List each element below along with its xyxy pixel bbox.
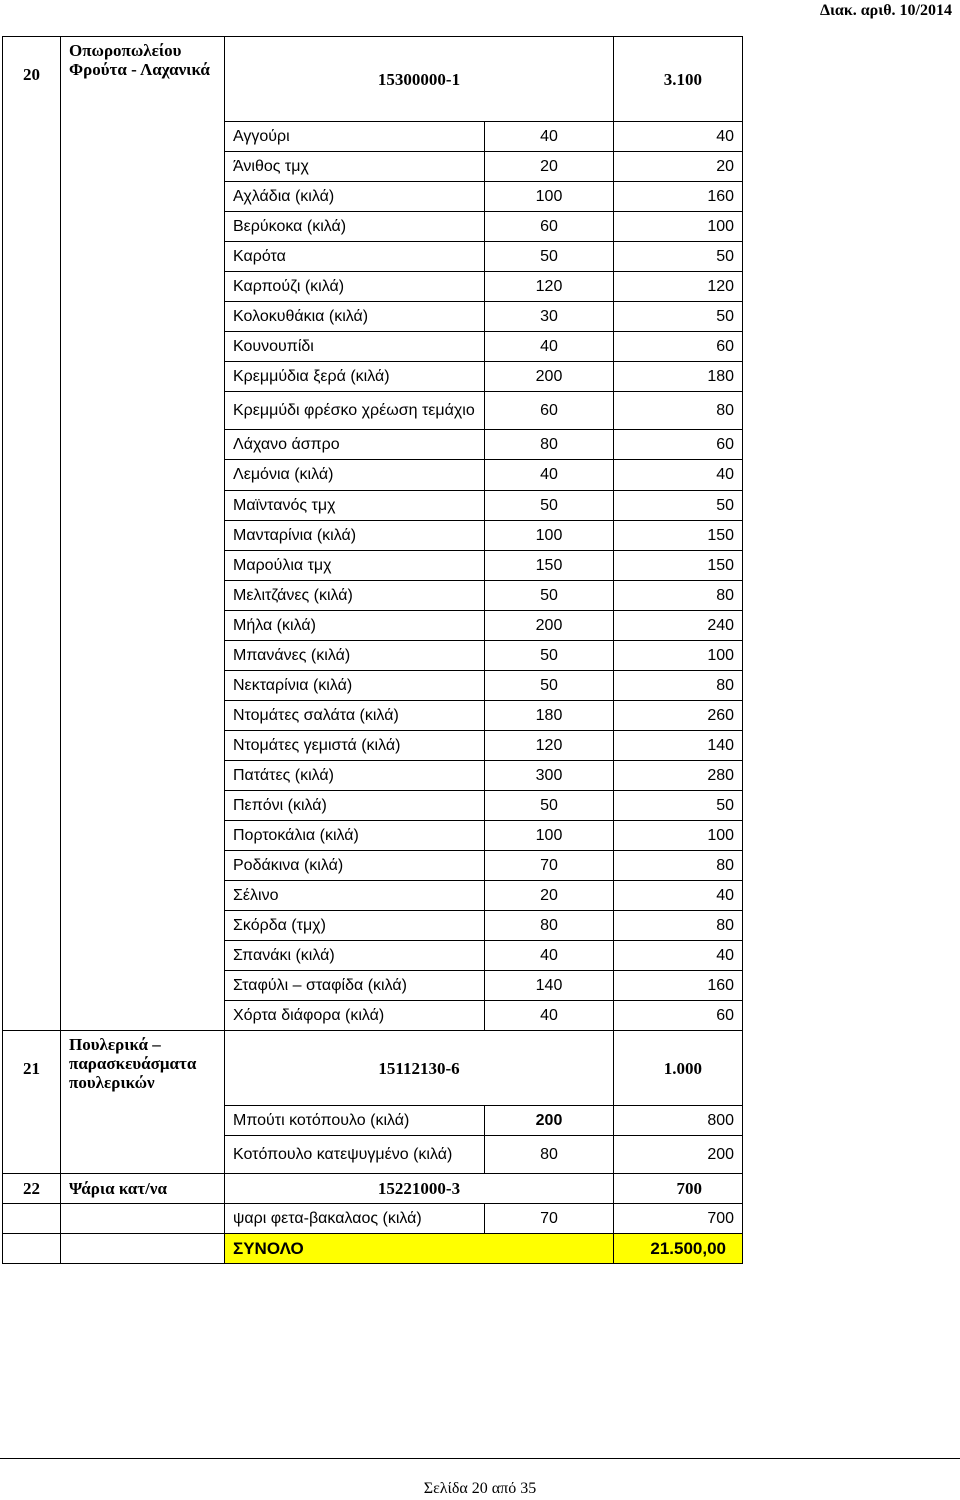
- item-quantity: 20: [485, 881, 614, 911]
- empty-cell: [3, 1234, 61, 1264]
- item-name: Κρεμμύδια ξερά (κιλά): [225, 362, 485, 392]
- category-header-row: [3, 1174, 743, 1204]
- footer-divider: [0, 1458, 960, 1459]
- item-value: 150: [614, 550, 743, 580]
- item-quantity: 70: [485, 851, 614, 881]
- category-header-row: [3, 37, 743, 122]
- item-value: 60: [614, 332, 743, 362]
- empty-cell: [61, 1204, 225, 1234]
- item-quantity: 50: [485, 640, 614, 670]
- item-name: ψαρι φετα-βακαλαος (κιλά): [225, 1204, 485, 1234]
- category-number: 20: [3, 37, 61, 1031]
- category-name: Πουλερικά – παρασκευάσματα πουλερικών: [61, 1031, 225, 1174]
- item-value: 40: [614, 460, 743, 490]
- empty-cell: [3, 1204, 61, 1234]
- item-value: 50: [614, 242, 743, 272]
- item-name: Μαρούλια τμχ: [225, 550, 485, 580]
- item-value: 40: [614, 122, 743, 152]
- item-quantity: 40: [485, 122, 614, 152]
- item-value: 60: [614, 430, 743, 460]
- item-quantity: 120: [485, 730, 614, 760]
- item-name: Μελιτζάνες (κιλά): [225, 580, 485, 610]
- item-name: Μπούτι κοτόπουλο (κιλά): [225, 1106, 485, 1136]
- item-name: Κουνουπίδι: [225, 332, 485, 362]
- item-name: Χόρτα διάφορα (κιλά): [225, 1001, 485, 1031]
- item-value: 80: [614, 670, 743, 700]
- item-name: Μαϊντανός τμχ: [225, 490, 485, 520]
- item-value: 40: [614, 941, 743, 971]
- item-value: 80: [614, 580, 743, 610]
- item-name: Σπανάκι (κιλά): [225, 941, 485, 971]
- item-quantity: 40: [485, 1001, 614, 1031]
- grand-total: 21.500,00: [614, 1234, 743, 1264]
- item-name: Σκόρδα (τμχ): [225, 911, 485, 941]
- item-name: Μανταρίνια (κιλά): [225, 520, 485, 550]
- item-value: 140: [614, 730, 743, 760]
- category-number: 21: [3, 1031, 61, 1174]
- item-name: Σταφύλι – σταφίδα (κιλά): [225, 971, 485, 1001]
- item-name: Πεπόνι (κιλά): [225, 790, 485, 820]
- item-name: Νεκταρίνια (κιλά): [225, 670, 485, 700]
- category-name: Ψάρια κατ/να: [61, 1174, 225, 1204]
- item-value: 20: [614, 152, 743, 182]
- item-name: Βερύκοκα (κιλά): [225, 212, 485, 242]
- item-value: 150: [614, 520, 743, 550]
- item-value: 40: [614, 881, 743, 911]
- item-value: 160: [614, 971, 743, 1001]
- item-name: Μήλα (κιλά): [225, 610, 485, 640]
- summary-row: [3, 1234, 743, 1264]
- item-name: Καρπούζι (κιλά): [225, 272, 485, 302]
- item-quantity: 180: [485, 700, 614, 730]
- category-header-row: [3, 1031, 743, 1106]
- item-quantity: 200: [485, 610, 614, 640]
- item-value: 80: [614, 392, 743, 430]
- item-quantity: 140: [485, 971, 614, 1001]
- item-name: Άνιθος τμχ: [225, 152, 485, 182]
- page-number: Σελίδα 20 από 35: [423, 1480, 537, 1497]
- item-name: Αχλάδια (κιλά): [225, 182, 485, 212]
- item-value: 100: [614, 212, 743, 242]
- item-name: Ντομάτες σαλάτα (κιλά): [225, 700, 485, 730]
- cpv-code: 15112130-6: [225, 1031, 614, 1106]
- empty-cell: [61, 1234, 225, 1264]
- item-name: Αγγούρι: [225, 122, 485, 152]
- item-value: 120: [614, 272, 743, 302]
- cpv-code: 15300000-1: [225, 37, 614, 122]
- item-name: Καρότα: [225, 242, 485, 272]
- category-name: Οπωροπωλείου Φρούτα - Λαχανικά: [61, 37, 225, 1031]
- summary-label: ΣΥΝΟΛΟ: [225, 1234, 614, 1264]
- item-value: 260: [614, 700, 743, 730]
- item-value: 160: [614, 182, 743, 212]
- item-quantity: 40: [485, 941, 614, 971]
- category-total: 700: [614, 1174, 743, 1204]
- item-quantity: 30: [485, 302, 614, 332]
- item-value: 700: [614, 1204, 743, 1234]
- item-name: Σέλινο: [225, 881, 485, 911]
- category-total: 3.100: [614, 37, 743, 122]
- document-reference: Διακ. αριθ. 10/2014: [819, 2, 952, 19]
- item-value: 60: [614, 1001, 743, 1031]
- item-quantity: 200: [485, 1106, 614, 1136]
- item-value: 80: [614, 911, 743, 941]
- item-quantity: 300: [485, 760, 614, 790]
- cpv-code: 15221000-3: [225, 1174, 614, 1204]
- item-value: 50: [614, 490, 743, 520]
- item-quantity: 20: [485, 152, 614, 182]
- item-name: Πορτοκάλια (κιλά): [225, 821, 485, 851]
- item-value: 80: [614, 851, 743, 881]
- item-name: Κρεμμύδι φρέσκο χρέωση τεμάχιο: [225, 392, 485, 430]
- item-value: 50: [614, 302, 743, 332]
- item-quantity: 70: [485, 1204, 614, 1234]
- category-total: 1.000: [614, 1031, 743, 1106]
- item-value: 280: [614, 760, 743, 790]
- item-quantity: 40: [485, 332, 614, 362]
- item-quantity: 50: [485, 670, 614, 700]
- item-name: Ντομάτες γεμιστά (κιλά): [225, 730, 485, 760]
- item-name: Ροδάκινα (κιλά): [225, 851, 485, 881]
- item-name: Κολοκυθάκια (κιλά): [225, 302, 485, 332]
- item-quantity: 100: [485, 182, 614, 212]
- item-quantity: 80: [485, 911, 614, 941]
- item-name: Λάχανο άσπρο: [225, 430, 485, 460]
- item-value: 100: [614, 821, 743, 851]
- item-quantity: 150: [485, 550, 614, 580]
- item-quantity: 40: [485, 460, 614, 490]
- item-row: [3, 1204, 743, 1234]
- item-quantity: 60: [485, 212, 614, 242]
- category-number: 22: [3, 1174, 61, 1204]
- item-value: 800: [614, 1106, 743, 1136]
- item-quantity: 80: [485, 430, 614, 460]
- item-value: 50: [614, 790, 743, 820]
- item-quantity: 100: [485, 821, 614, 851]
- item-name: Κοτόπουλο κατεψυγμένο (κιλά): [225, 1136, 485, 1174]
- item-name: Μπανάνες (κιλά): [225, 640, 485, 670]
- item-name: Λεμόνια (κιλά): [225, 460, 485, 490]
- item-value: 240: [614, 610, 743, 640]
- item-quantity: 200: [485, 362, 614, 392]
- item-quantity: 50: [485, 242, 614, 272]
- item-quantity: 50: [485, 490, 614, 520]
- item-quantity: 50: [485, 580, 614, 610]
- item-quantity: 80: [485, 1136, 614, 1174]
- item-value: 100: [614, 640, 743, 670]
- procurement-table: [2, 36, 743, 1264]
- item-value: 180: [614, 362, 743, 392]
- item-quantity: 100: [485, 520, 614, 550]
- item-value: 200: [614, 1136, 743, 1174]
- procurement-table-body: [3, 37, 743, 1264]
- item-quantity: 120: [485, 272, 614, 302]
- item-quantity: 50: [485, 790, 614, 820]
- item-name: Πατάτες (κιλά): [225, 760, 485, 790]
- item-quantity: 60: [485, 392, 614, 430]
